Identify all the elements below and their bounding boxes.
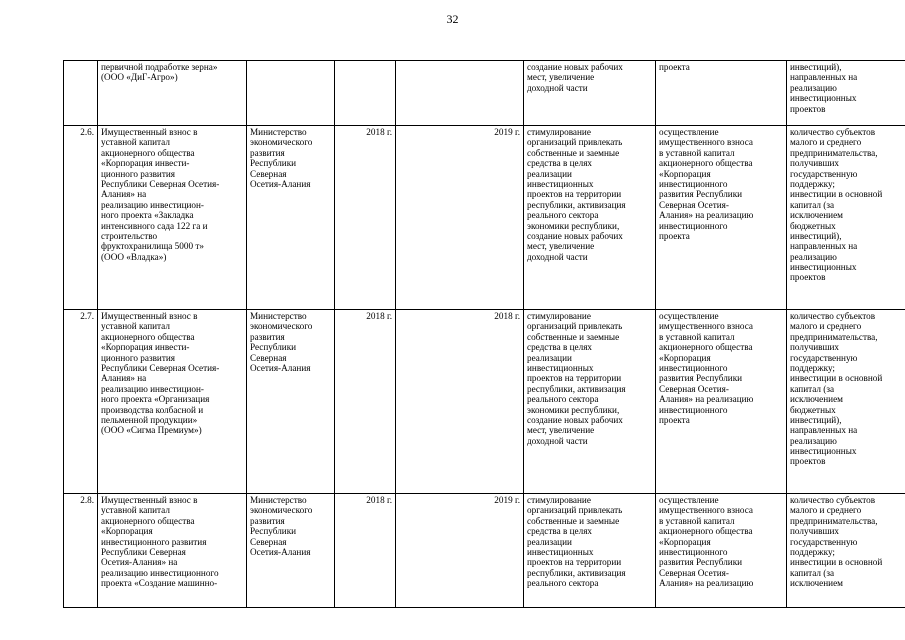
indicator-cell: количество субъектов малого и среднего предпринимательства, получивших государственную поддержку; инвестиции в основной капитал (за исключением бюджетных инвестиций), направленных на реализацию инвестиционных проектов bbox=[787, 310, 905, 494]
event-cell: Имущественный взнос в уставной капитал акционерного общества «Корпорация инвести- ционного развития Республики Северная Осетия- Алания» на реализацию инвестицион- ного проекта «Организация производства колбасной и пельменной продукции» (ООО «Сигма Премиум») bbox=[98, 310, 247, 494]
measures-table bbox=[63, 60, 905, 608]
mechanism-cell: осуществление имущественного взноса в уставной капитал акционерного общества «Корпорация инвестиционного развития Республики Северная Осетия- Алания» на реализацию инвестиционного проекта bbox=[656, 126, 787, 310]
executor-cell: Министерство экономического развития Республики Северная Осетия-Алания bbox=[247, 126, 335, 310]
table-row bbox=[64, 310, 905, 494]
executor-cell bbox=[247, 61, 335, 126]
row-number: 2.7. bbox=[64, 310, 98, 494]
start-year-cell: 2018 г. bbox=[335, 310, 396, 494]
indicator-cell: инвестиций), направленных на реализацию инвестиционных проектов bbox=[787, 61, 905, 126]
executor-cell: Министерство экономического развития Республики Северная Осетия-Алания bbox=[247, 494, 335, 608]
event-cell: первичной подработке зерна» (ООО «ДиГ-Агро») bbox=[98, 61, 247, 126]
mechanism-cell: проекта bbox=[656, 61, 787, 126]
row-number: 2.6. bbox=[64, 126, 98, 310]
row-number: 2.8. bbox=[64, 494, 98, 608]
start-year-cell: 2018 г. bbox=[335, 126, 396, 310]
table-row bbox=[64, 126, 905, 310]
indicator-cell: количество субъектов малого и среднего предпринимательства, получивших государственную поддержку; инвестиции в основной капитал (за исключением bbox=[787, 494, 905, 608]
event-cell: Имущественный взнос в уставной капитал акционерного общества «Корпорация инвестиционного развития Республики Северная Осетия-Алания» на реализацию инвестиционного проекта «Создание машинно- bbox=[98, 494, 247, 608]
end-year-cell: 2018 г. bbox=[396, 310, 524, 494]
table-row bbox=[64, 61, 905, 126]
goal-cell: стимулирование организаций привлекать собственные и заемные средства в целях реализации инвестиционных проектов на территории республики, активизация реального сектора экономики республики, создание новых рабочих мест, увеличение доходной части bbox=[524, 310, 656, 494]
goal-cell: стимулирование организаций привлекать собственные и заемные средства в целях реализации инвестиционных проектов на территории республики, активизация реального сектора экономики республики, создание новых рабочих мест, увеличение доходной части bbox=[524, 126, 656, 310]
goal-cell: создание новых рабочих мест, увеличение доходной части bbox=[524, 61, 656, 126]
indicator-cell: количество субъектов малого и среднего предпринимательства, получивших государственную поддержку; инвестиции в основной капитал (за исключением бюджетных инвестиций), направленных на реализацию инвестиционных проектов bbox=[787, 126, 905, 310]
mechanism-cell: осуществление имущественного взноса в уставной капитал акционерного общества «Корпорация инвестиционного развития Республики Северная Осетия- Алания» на реализацию инвестиционного проекта bbox=[656, 310, 787, 494]
end-year-cell: 2019 г. bbox=[396, 126, 524, 310]
start-year-cell bbox=[335, 61, 396, 126]
end-year-cell bbox=[396, 61, 524, 126]
executor-cell: Министерство экономического развития Республики Северная Осетия-Алания bbox=[247, 310, 335, 494]
row-number bbox=[64, 61, 98, 126]
table-body bbox=[64, 61, 905, 608]
end-year-cell: 2019 г. bbox=[396, 494, 524, 608]
event-cell: Имущественный взнос в уставной капитал акционерного общества «Корпорация инвести- ционного развития Республики Северная Осетия- Алания» на реализацию инвестицион- ного проекта «Закладка интенсивного сада 122 га и строительство фруктохранилища 5000 т» (ООО «Владка») bbox=[98, 126, 247, 310]
page-number: 32 bbox=[446, 12, 459, 26]
table-row bbox=[64, 494, 905, 608]
mechanism-cell: осуществление имущественного взноса в уставной капитал акционерного общества «Корпорация инвестиционного развития Республики Северная Осетия- Алания» на реализацию bbox=[656, 494, 787, 608]
start-year-cell: 2018 г. bbox=[335, 494, 396, 608]
goal-cell: стимулирование организаций привлекать собственные и заемные средства в целях реализации инвестиционных проектов на территории республики, активизация реального сектора bbox=[524, 494, 656, 608]
